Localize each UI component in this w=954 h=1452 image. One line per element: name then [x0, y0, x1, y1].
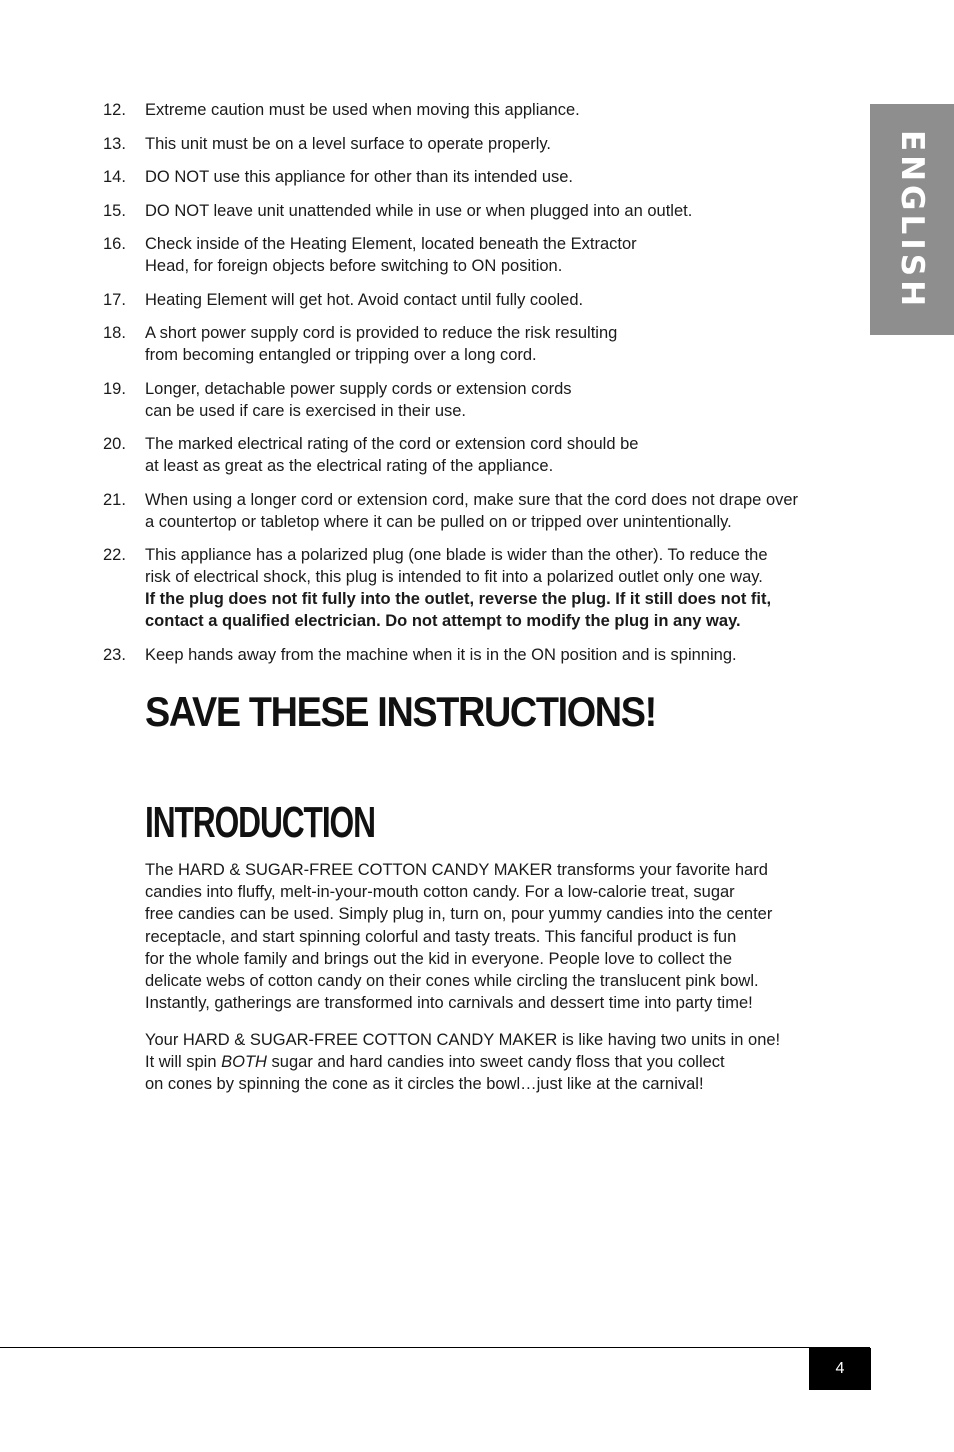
warning-line: contact a qualified electrician. Do not attempt to modify the plug in any way.: [145, 612, 741, 630]
paragraph-line: on cones by spinning the cone as it circles the bowl…just like at the carnival!: [145, 1075, 704, 1094]
paragraph-line: free candies can be used. Simply plug in, turn on, pour yummy candies into the center: [145, 905, 773, 924]
item-line: A short power supply cord is provided to reduce the risk resulting: [145, 324, 618, 342]
item-line: can be used if care is exercised in their use.: [145, 401, 467, 420]
item-number: 13.: [103, 134, 126, 153]
paragraph-line: [145, 1051, 835, 1073]
item-text: [145, 99, 833, 121]
safety-instructions-list: [103, 99, 833, 677]
item-text: [145, 322, 833, 366]
item-text: [145, 233, 833, 277]
item-text: [145, 644, 833, 666]
paragraph-line: candies into fluffy, melt-in-your-mouth cotton candy. For a low-calorie treat, sugar: [145, 883, 735, 902]
list-item: [103, 200, 833, 222]
warning-line: If the plug does not fit fully into the outlet, reverse the plug. If it still does not fit,: [145, 590, 772, 608]
item-number: 23.: [103, 645, 126, 664]
language-tab: [870, 104, 954, 335]
item-line: Head, for foreign objects before switching to ON position.: [145, 257, 563, 275]
item-line: When using a longer cord or extension cord, make sure that the cord does not drape over: [145, 490, 799, 509]
list-item: [103, 433, 833, 477]
emphasis-text: BOTH: [221, 1053, 267, 1072]
item-text: [145, 544, 833, 632]
list-item: [103, 644, 833, 666]
list-item: [103, 489, 833, 533]
item-text: [145, 200, 833, 222]
item-line: Heating Element will get hot. Avoid contact until fully cooled.: [145, 290, 584, 309]
item-line: DO NOT leave unit unattended while in use or when plugged into an outlet.: [145, 201, 693, 220]
language-tab-label: ENGLISH: [894, 129, 930, 310]
page-number: 4: [835, 1360, 845, 1377]
item-text: [145, 166, 833, 188]
list-item: [103, 133, 833, 155]
item-number: 21.: [103, 490, 126, 509]
item-line: a countertop or tabletop where it can be pulled on or tripped over unintentionally.: [145, 512, 732, 531]
item-number: 17.: [103, 290, 126, 309]
item-number: 19.: [103, 379, 126, 398]
item-text: [145, 289, 833, 311]
paragraph-line: for the whole family and brings out the kid in everyone. People love to collect the: [145, 949, 733, 968]
item-line: The marked electrical rating of the cord or extension cord should be: [145, 435, 639, 453]
paragraph-line: Instantly, gatherings are transformed into carnivals and dessert time into party time!: [145, 994, 753, 1013]
item-line: from becoming entangled or tripping over a long cord.: [145, 346, 537, 364]
list-item: [103, 378, 833, 422]
introduction-heading: INTRODUCTION: [145, 798, 375, 847]
paragraph-line: delicate webs of cotton candy on their cones while circling the translucent pink bowl.: [145, 972, 759, 991]
paragraph-line: The HARD & SUGAR-FREE COTTON CANDY MAKER transforms your favorite hard: [145, 861, 768, 879]
item-line: This appliance has a polarized plug (one blade is wider than the other). To reduce the: [145, 546, 768, 564]
page-number-box: [809, 1348, 871, 1390]
list-item: [103, 166, 833, 188]
item-number: 16.: [103, 235, 126, 253]
save-instructions-heading: SAVE THESE INSTRUCTIONS!: [145, 688, 656, 735]
footer-divider: [0, 1347, 870, 1348]
item-line: at least as great as the electrical rating of the appliance.: [145, 457, 554, 475]
item-number: 15.: [103, 201, 126, 220]
item-number: 12.: [103, 101, 126, 119]
item-number: 22.: [103, 546, 126, 564]
item-line: Check inside of the Heating Element, located beneath the Extractor: [145, 235, 637, 253]
item-line: Extreme caution must be used when moving this appliance.: [145, 101, 580, 119]
text-run: It will spin: [145, 1053, 222, 1072]
list-item: [103, 233, 833, 277]
list-item: [103, 99, 833, 121]
paragraph-line: receptacle, and start spinning colorful and tasty treats. This fanciful product is fun: [145, 927, 737, 946]
item-text: [145, 378, 833, 422]
introduction-paragraph-two: [145, 1029, 835, 1096]
item-line: This unit must be on a level surface to operate properly.: [145, 134, 551, 153]
paragraph-line: Your HARD & SUGAR-FREE COTTON CANDY MAKER is like having two units in one!: [145, 1031, 781, 1049]
list-item: [103, 289, 833, 311]
item-number: 14.: [103, 168, 126, 186]
text-run: sugar and hard candies into sweet candy floss that you collect: [266, 1053, 725, 1072]
item-line: Longer, detachable power supply cords or extension cords: [145, 379, 572, 398]
item-number: 18.: [103, 324, 126, 342]
list-item: [103, 322, 833, 366]
introduction-paragraph: [145, 859, 835, 1014]
item-line: risk of electrical shock, this plug is intended to fit into a polarized outlet only one way.: [145, 568, 763, 586]
item-line: DO NOT use this appliance for other than its intended use.: [145, 168, 574, 186]
item-number: 20.: [103, 435, 126, 453]
item-text: [145, 133, 833, 155]
item-text: [145, 433, 833, 477]
item-text: [145, 489, 833, 533]
list-item: [103, 544, 833, 632]
item-line: Keep hands away from the machine when it is in the ON position and is spinning.: [145, 645, 737, 664]
